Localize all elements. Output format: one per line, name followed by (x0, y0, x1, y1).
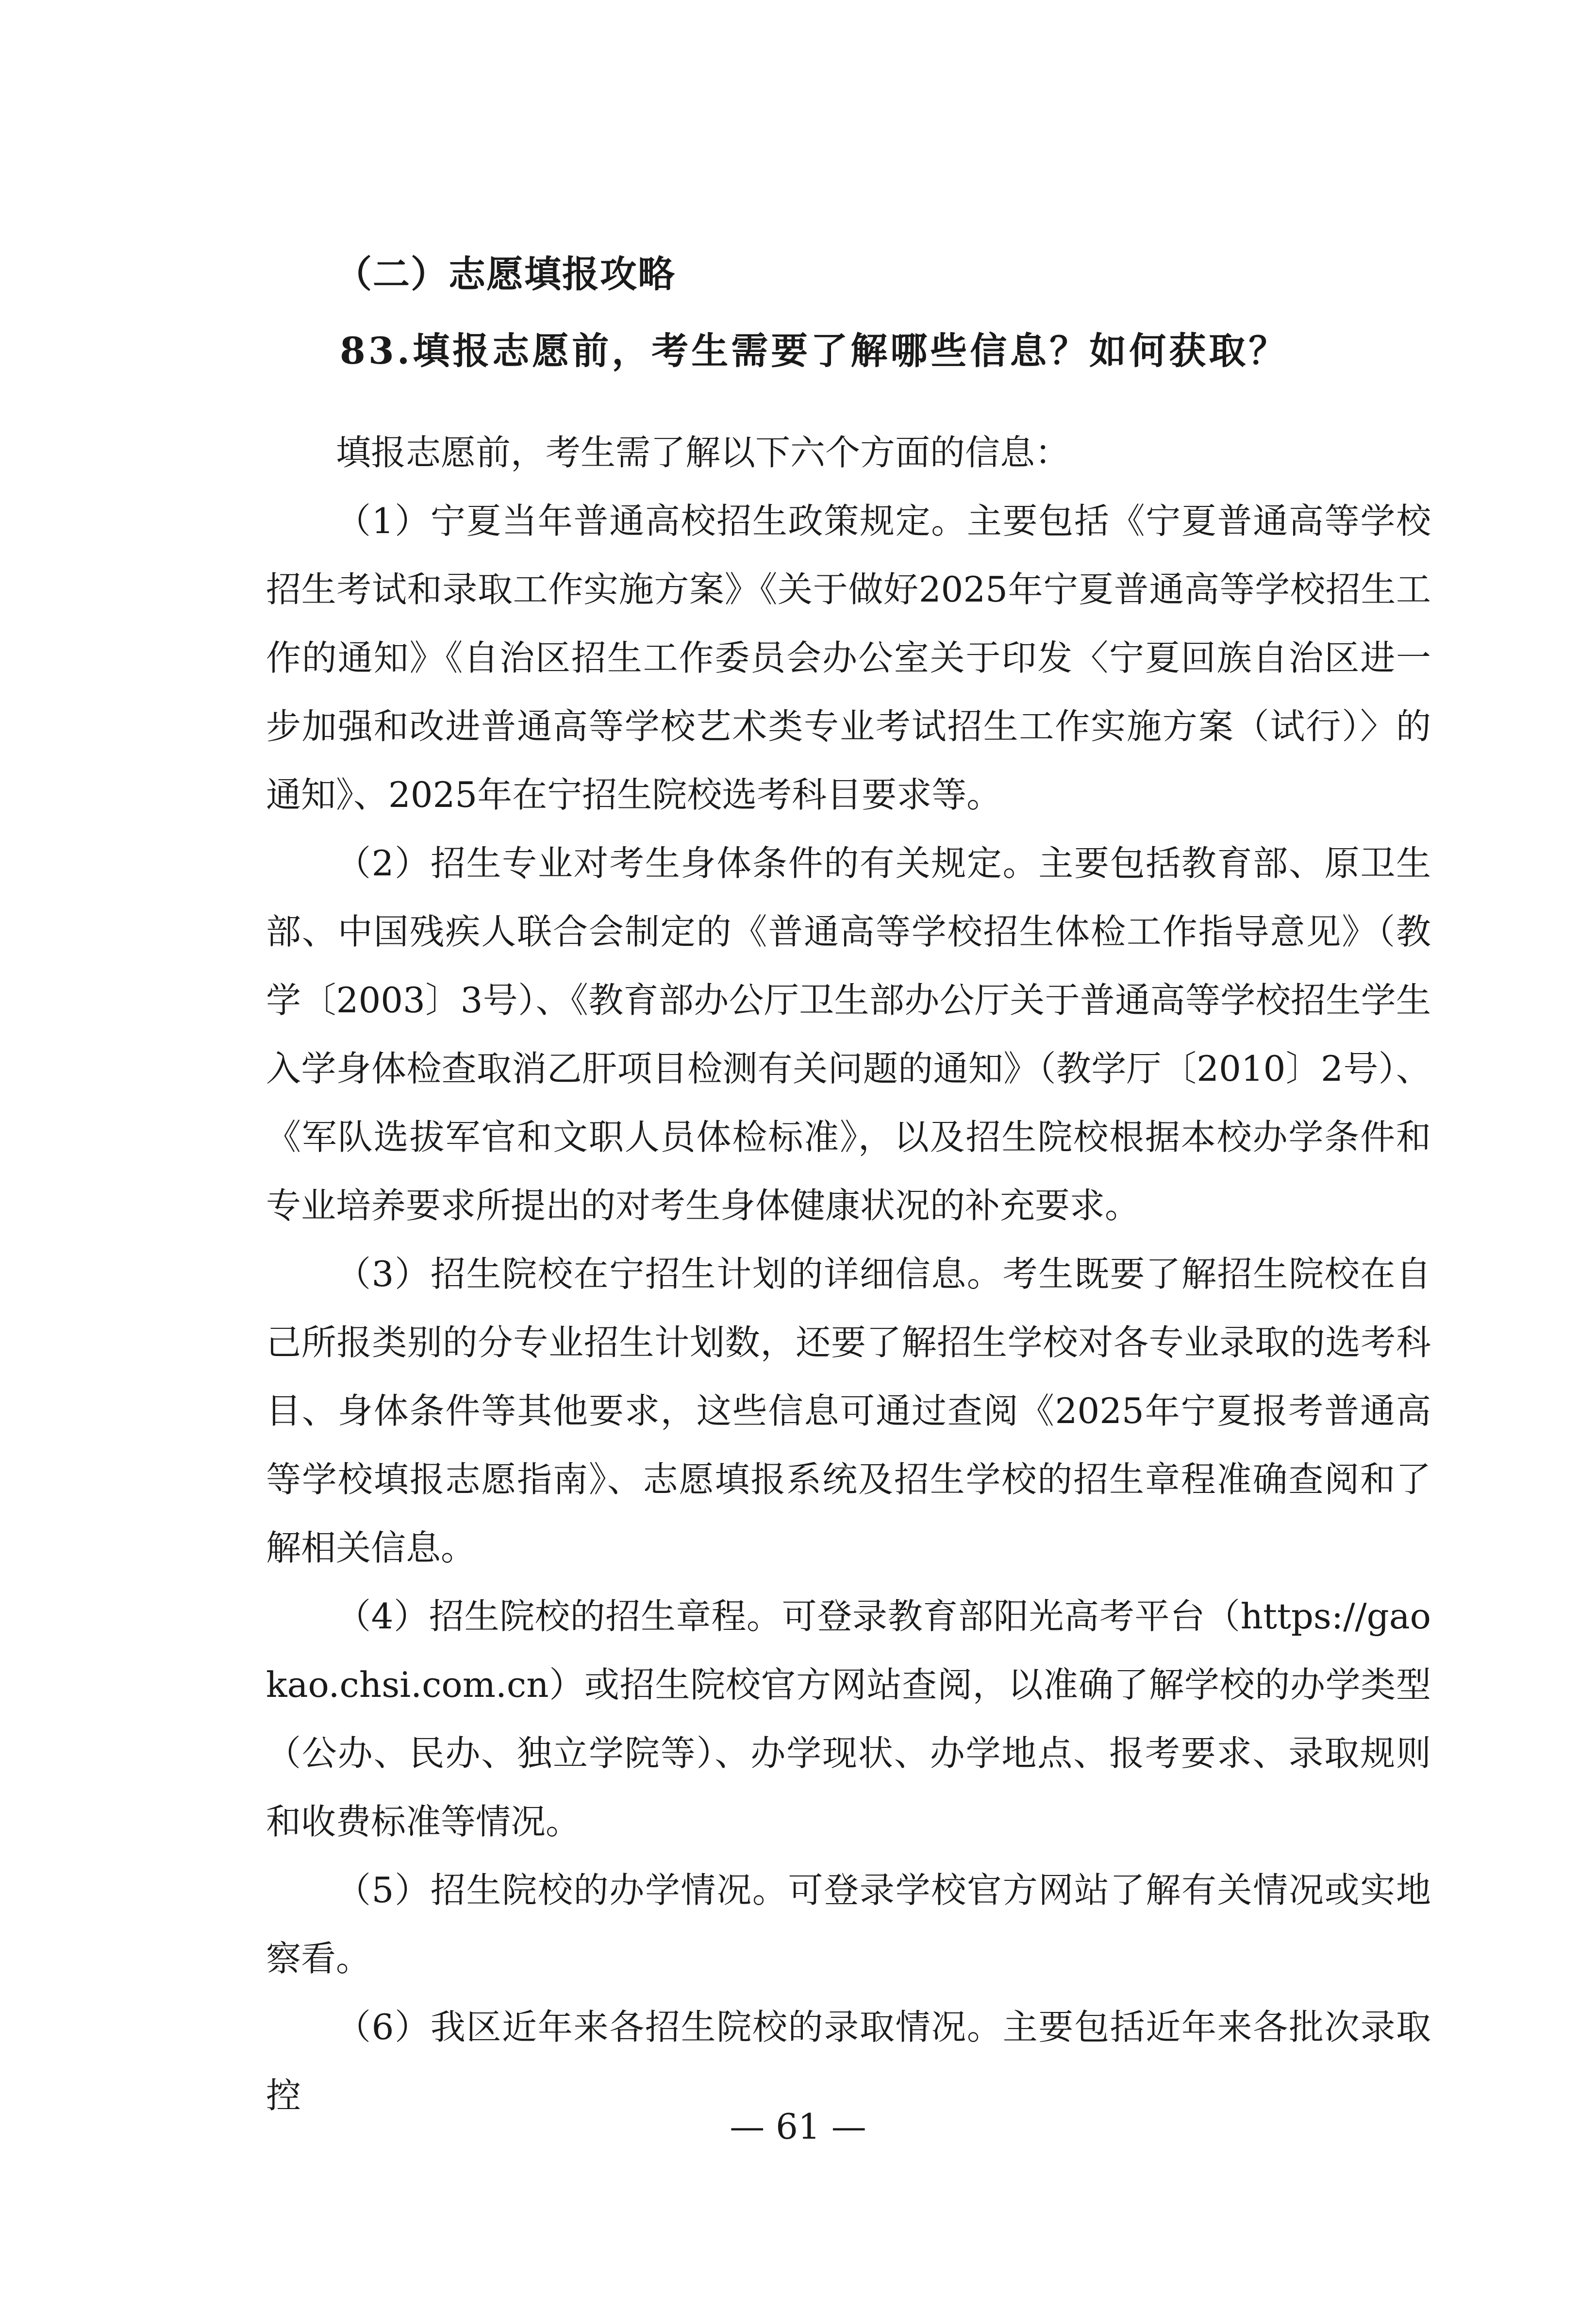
paragraph-item-1: （1）宁夏当年普通高校招生政策规定。主要包括《宁夏普通高等学校招生考试和录取工作实施方案》《关于做好2025年宁夏普通高等学校招生工作的通知》《自治区招生工作委员会办公室关于印发〈宁夏回族自治区进一步加强和改进普通高等学校艺术类专业考试招生工作实施方案（试行）〉的通知》、2025年在宁招生院校选考科目要求等。 (266, 501, 1431, 815)
paragraph-item-6: （6）我区近年来各招生院校的录取情况。主要包括近年来各批次录取控 (266, 2007, 1431, 2116)
section-title: （二）志愿填报攻略 (335, 252, 676, 296)
page-number: — 61 — (730, 2106, 866, 2147)
paragraph-item-5: （5）招生院校的办学情况。可登录学校官方网站了解有关情况或实地察看。 (266, 1870, 1431, 1979)
paragraph-item-4: （4）招生院校的招生章程。可登录教育部阳光高考平台（https://gaokao.chsi.com.cn）或招生院校官方网站查阅，以准确了解学校的办学类型（公办、民办、独立学院等）、办学现状、办学地点、报考要求、录取规则和收费标准等情况。 (266, 1596, 1431, 1842)
paragraph-item-2: （2）招生专业对考生身体条件的有关规定。主要包括教育部、原卫生部、中国残疾人联合会制定的《普通高等学校招生体检工作指导意见》（教学〔2003〕3号）、《教育部办公厅卫生部办公厅关于普通高等学校招生学生入学身体检查取消乙肝项目检测有关问题的通知》（教学厅〔2010〕2号）、《军队选拔军官和文职人员体检标准》，以及招生院校根据本校办学条件和专业培养要求所提出的对考生身体健康状况的补充要求。 (266, 843, 1431, 1226)
question-heading: 83.填报志愿前，考生需要了解哪些信息？如何获取？ (340, 329, 1289, 372)
intro-paragraph: 填报志愿前，考生需了解以下六个方面的信息： (336, 432, 1070, 473)
paragraph-item-3: （3）招生院校在宁招生计划的详细信息。考生既要了解招生院校在自己所报类别的分专业招生计划数，还要了解招生学校对各专业录取的选考科目、身体条件等其他要求，这些信息可通过查阅《2025年宁夏报考普通高等学校填报志愿指南》、志愿填报系统及招生学校的招生章程准确查阅和了解相关信息。 (266, 1254, 1431, 1568)
body-text (266, 419, 1431, 2130)
